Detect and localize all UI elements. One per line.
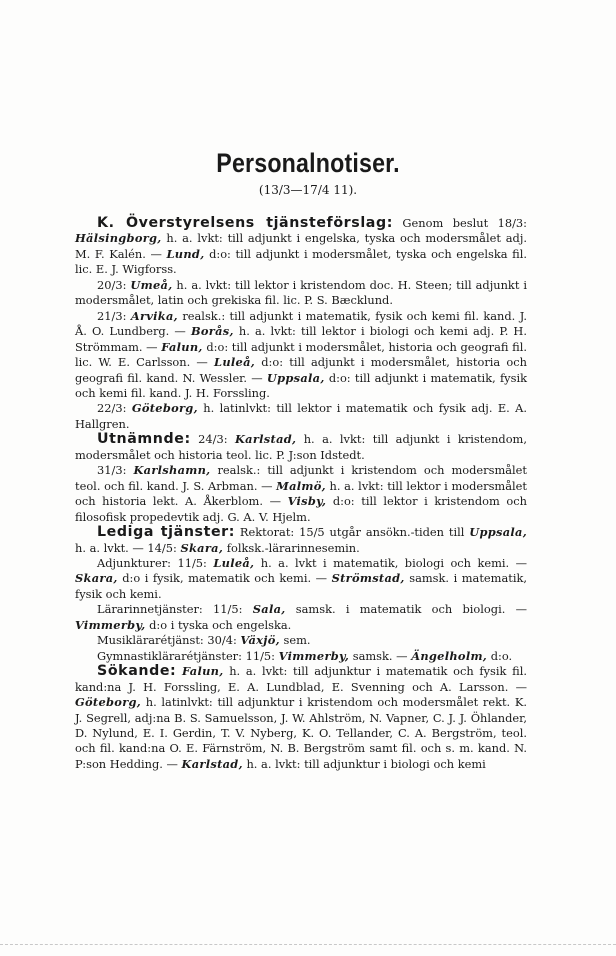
place-name: Arvika,: [130, 308, 178, 323]
place-name: Växjö,: [240, 633, 280, 648]
notice-text: d:o: till adjunkt i modersmålet, historia och geografi fil. kand. N. Wessler. —: [75, 355, 527, 385]
place-name: Umeå,: [130, 277, 173, 292]
section-heading: Sökande:: [97, 663, 177, 680]
notice-paragraph: [75, 556, 527, 602]
place-name: Karlstad,: [234, 432, 297, 447]
notice-text: d:o.: [487, 648, 513, 663]
notice-text: sem.: [279, 633, 311, 648]
section-paragraph: [75, 525, 527, 556]
notice-paragraph: [75, 649, 527, 664]
place-name: Göteborg,: [131, 401, 198, 416]
notice-text: h. a. lvkt: till adjunkt i kristendom, modersmålet och historia teol. lic. P. J:son Idstedt.: [75, 432, 527, 462]
notice-text: d:o: till adjunkt i matematik, fysik och kemi fil. kand. J. H. Forssling.: [75, 370, 527, 400]
notice-text: d:o i tyska och engelska.: [145, 617, 292, 632]
notice-text: 20/3:: [97, 277, 131, 292]
place-name: Malmö,: [276, 478, 326, 493]
place-name: Visby,: [287, 494, 327, 509]
notice-text: h. a. lvkt: till lektor i kristendom doc. H. Steen; till adjunkt i modersmålet, latin och grekiska fil. lic. P. S. Bæcklund.: [75, 277, 527, 308]
notice-text: Adjunkturer: 11/5:: [97, 555, 214, 570]
notice-text: h. a. lvkt: till lektor i modersmålet och historia lekt. A. Åkerblom. —: [75, 478, 527, 509]
notice-text: d:o: till adjunkt i modersmålet, historia och geografi fil. lic. W. E. Carlsson. —: [75, 339, 527, 370]
place-name: Luleå,: [213, 555, 255, 570]
notice-text: h. a. lvkt: till lektor i biologi och kemi adj. P. H. Strömmam. —: [75, 324, 527, 354]
notice-text: h. a. lvkt: till adjunktur i matematik och fysik fil. kand:na J. H. Forssling, E. A. Lundblad, E. Svenning och A. Larsson. —: [75, 664, 527, 694]
notice-text: h. a. lvkt i matematik, biologi och kemi. —: [254, 555, 527, 570]
notice-text: 22/3:: [97, 401, 132, 416]
notice-text: Musiklärarétjänst: 30/4:: [97, 633, 241, 648]
page-edge-rule: [0, 944, 616, 945]
place-name: Ängelholm,: [411, 648, 488, 663]
notice-text: Gymnastiklärarétjänster: 11/5:: [97, 648, 279, 663]
notice-text: Rektorat: 15/5 utgår ansökn.-tiden till: [235, 525, 470, 540]
section-paragraph: [75, 216, 527, 278]
notice-text: h. a. lvkt. — 14/5:: [75, 540, 181, 555]
section-paragraph: [75, 432, 527, 463]
place-name: Luleå,: [214, 355, 256, 370]
place-name: Vimmerby,: [278, 648, 350, 663]
notice-text: h. latinlvkt: till adjunktur i kristendom och modersmålet rekt. K. J. Segrell, adj:na B. S. Samuelsson, J. W. Ahlström, N. Vapner, C. J. J. Öhlander, D. Nylund, E. I. Gerdin, T. V. Nyberg, K. O. Tellander, C. A. Bergström, teol. och fil. kand:na O. E. Färnström, N. B. Bergström samt fil. och s. m. kand. N. P:son Hedding. —: [75, 695, 527, 771]
place-name: Uppsala,: [469, 525, 527, 540]
notice-paragraph: [75, 309, 527, 402]
notice-paragraph: [75, 633, 527, 648]
notice-text: h. latinlvkt: till lektor i matematik och fysik adj. E. A. Hallgren.: [75, 401, 527, 431]
section-heading: Utnämnde:: [97, 431, 191, 448]
place-name: Hälsingborg,: [75, 231, 162, 246]
notice-text: d:o: till adjunkt i modersmålet, tyska och engelska fil. lic. E. J. Wigforss.: [75, 246, 527, 277]
notice-text: 21/3:: [97, 308, 131, 323]
notice-text: h. a. lvkt: till adjunkt i engelska, tyska och modersmålet adj. M. F. Kalén. —: [75, 231, 527, 261]
section-heading: Lediga tjänster:: [97, 524, 236, 541]
notice-text: d:o: till lektor i kristendom och filosofisk propedevtik adj. G. A. V. Hjelm.: [75, 494, 527, 524]
notice-text: samsk. i matematik, fysik och kemi.: [75, 571, 527, 601]
place-name: Skara,: [180, 540, 224, 555]
notice-text: realsk.: till adjunkt i matematik, fysik och kemi fil. kand. J. Å. O. Lundberg. —: [75, 308, 527, 339]
notice-paragraph: [75, 278, 527, 309]
place-name: Karlstad,: [181, 756, 243, 771]
place-name: Vimmerby,: [75, 617, 146, 632]
notice-text: d:o i fysik, matematik och kemi. —: [117, 571, 332, 586]
page-title: Personalnotiser.: [216, 148, 400, 178]
notice-text: realsk.: till adjunkt i kristendom och modersmålet teol. och fil. kand. J. S. Arbman. —: [75, 463, 528, 493]
notices-body: [75, 216, 527, 772]
place-name: Falun,: [182, 664, 224, 679]
place-name: Borås,: [190, 324, 234, 339]
place-name: Göteborg,: [75, 695, 142, 710]
place-name: Strömstad,: [331, 571, 405, 586]
place-name: Karlshamn,: [133, 463, 211, 478]
place-name: Sala,: [252, 602, 286, 617]
notice-text: Genom beslut 18/3:: [393, 216, 527, 230]
date-range-subtitle: (13/3—17/4 11).: [258, 183, 358, 197]
place-name: Skara,: [75, 571, 118, 586]
notice-text: samsk. —: [349, 648, 412, 663]
notice-text: folksk.-lärarinnesemin.: [223, 540, 360, 555]
notice-paragraph: [75, 463, 527, 525]
notice-text: h. a. lvkt: till adjunktur i biologi och kemi: [242, 756, 486, 771]
place-name: Uppsala,: [266, 370, 325, 385]
section-heading: K. Överstyrelsens tjänsteförslag:: [97, 215, 393, 231]
notice-text: 24/3:: [190, 432, 235, 447]
notice-paragraph: [75, 602, 527, 633]
section-paragraph: [75, 664, 527, 772]
place-name: Lund,: [166, 246, 205, 261]
notice-text: Lärarinnetjänster: 11/5:: [97, 602, 253, 617]
notice-paragraph: [75, 401, 527, 432]
place-name: Falun,: [161, 339, 203, 354]
notice-text: samsk. i matematik och biologi. —: [285, 602, 527, 617]
notice-text: 31/3:: [97, 463, 134, 478]
